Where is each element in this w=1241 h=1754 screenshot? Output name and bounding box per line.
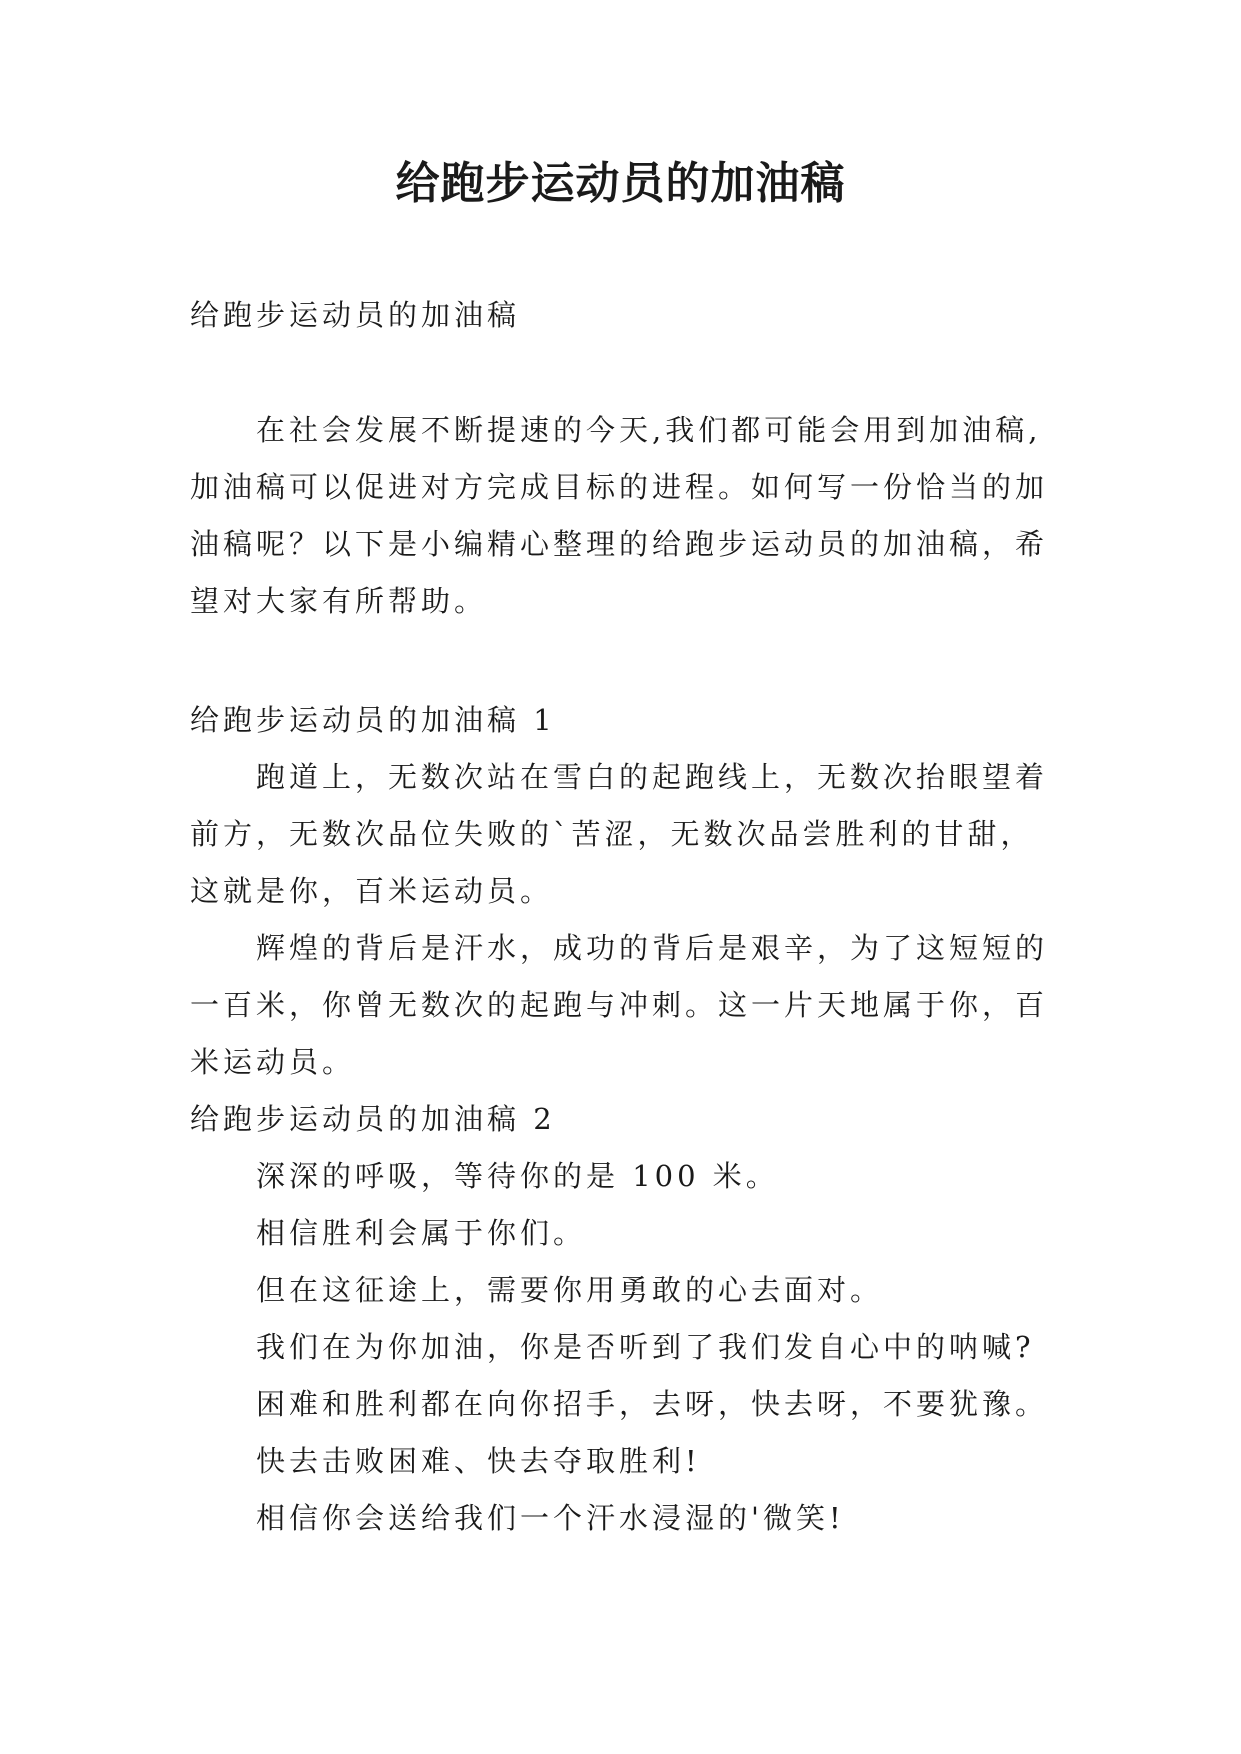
intro-line: 油稿呢？以下是小编精心整理的给跑步运动员的加油稿，希 bbox=[190, 527, 1049, 561]
section1-para2-line: 辉煌的背后是汗水，成功的背后是艰辛，为了这短短的 bbox=[256, 931, 1049, 965]
intro-line: 加油稿可以促进对方完成目标的进程。如何写一份恰当的加 bbox=[190, 470, 1049, 504]
intro-line: 望对大家有所帮助。 bbox=[190, 584, 488, 618]
section2-line: 困难和胜利都在向你招手，去呀，快去呀，不要犹豫。 bbox=[256, 1387, 1049, 1421]
document-subtitle: 给跑步运动员的加油稿 bbox=[190, 298, 521, 332]
intro-line: 在社会发展不断提速的今天,我们都可能会用到加油稿, bbox=[256, 413, 1042, 447]
section2-line: 相信胜利会属于你们。 bbox=[256, 1216, 587, 1250]
section2-line: 深深的呼吸，等待你的是 100 米。 bbox=[256, 1159, 779, 1193]
section1-para1-line: 跑道上，无数次站在雪白的起跑线上，无数次抬眼望着 bbox=[256, 760, 1049, 794]
section1-para2-line: 米运动员。 bbox=[190, 1045, 356, 1079]
section2-line: 相信你会送给我们一个汗水浸湿的'微笑! bbox=[256, 1501, 845, 1535]
section2-line: 快去击败困难、快去夺取胜利! bbox=[256, 1444, 701, 1478]
section1-para1-line: 这就是你，百米运动员。 bbox=[190, 874, 554, 908]
section2-heading: 给跑步运动员的加油稿 2 bbox=[190, 1102, 556, 1136]
section1-heading: 给跑步运动员的加油稿 1 bbox=[190, 703, 556, 737]
section2-line: 我们在为你加油，你是否听到了我们发自心中的呐喊? bbox=[256, 1330, 1035, 1364]
section1-para2-line: 一百米，你曾无数次的起跑与冲刺。这一片天地属于你，百 bbox=[190, 988, 1049, 1022]
document-title: 给跑步运动员的加油稿 bbox=[395, 158, 846, 209]
section2-line: 但在这征途上，需要你用勇敢的心去面对。 bbox=[256, 1273, 884, 1307]
section1-para1-line: 前方，无数次品位失败的`苦涩，无数次品尝胜利的甘甜， bbox=[190, 817, 1034, 851]
